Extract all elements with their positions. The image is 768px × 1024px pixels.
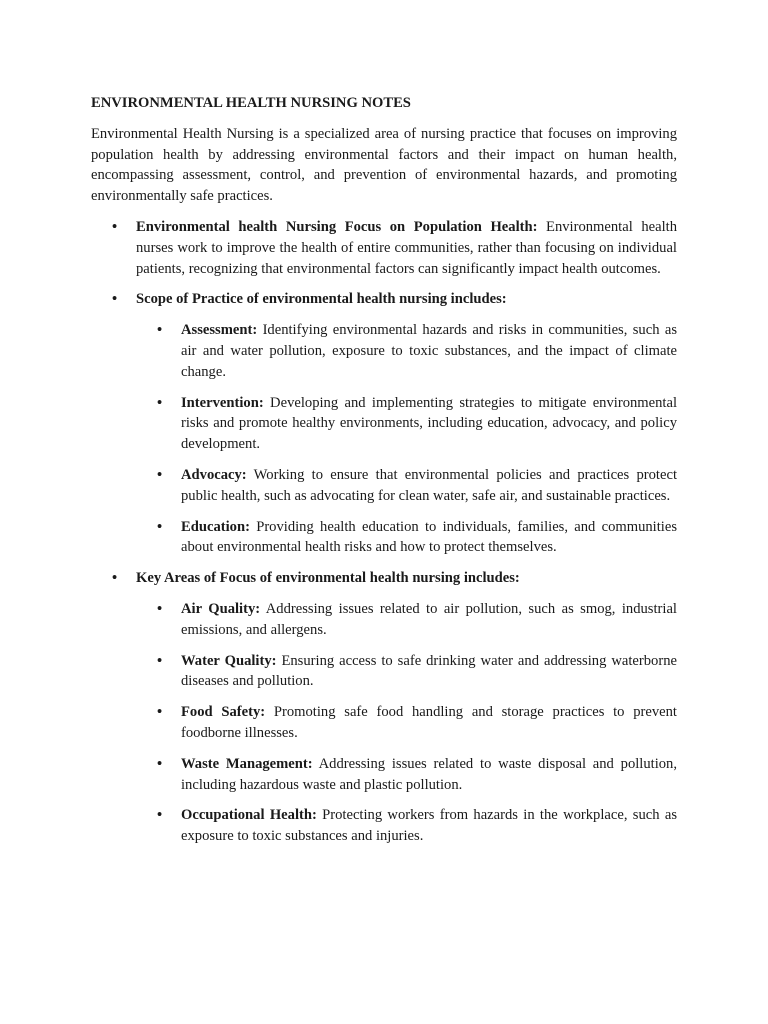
item-term: Occupational Health: — [181, 807, 317, 824]
item-term: Intervention: — [181, 394, 264, 411]
bullet-icon: • — [112, 291, 118, 308]
item-text: Developing and implementing strategies to mitigate environmental risks and promote healthy environments, including education, advocacy, and policy development. — [181, 394, 677, 453]
sub-item-occupational-health — [136, 805, 677, 847]
item-text: Providing health education to individuals, families, and communities about environmental health risks and how to protect themselves. — [181, 518, 677, 556]
scope-sub-list — [136, 320, 677, 558]
item-term: Advocacy: — [181, 466, 247, 483]
bullet-icon: • — [157, 704, 163, 721]
item-text: Addressing issues related to waste disposal and pollution, including hazardous waste and plastic pollution. — [181, 755, 677, 793]
list-item-population-health — [91, 217, 677, 279]
sub-item-education — [136, 517, 677, 559]
list-item-scope-of-practice — [91, 289, 677, 558]
section-heading: Key Areas of Focus of environmental health nursing includes: — [136, 570, 520, 587]
sub-item-assessment — [136, 320, 677, 382]
item-text: Identifying environmental hazards and risks in communities, such as air and water pollution, exposure to toxic substances, and the impact of climate change. — [181, 322, 677, 380]
bullet-icon: • — [112, 218, 118, 235]
document-body — [91, 93, 677, 857]
main-bullet-list — [91, 217, 677, 847]
bullet-icon: • — [157, 322, 163, 339]
sub-item-air-quality — [136, 599, 677, 641]
section-heading: Scope of Practice of environmental health nursing includes: — [136, 291, 507, 308]
sub-item-waste-management — [136, 754, 677, 796]
sub-item-intervention — [136, 393, 677, 455]
item-text: Promoting safe food handling and storage practices to prevent foodborne illnesses. — [181, 704, 677, 741]
bullet-icon: • — [112, 570, 118, 587]
item-text: Ensuring access to safe drinking water and addressing waterborne diseases and pollution. — [181, 652, 677, 690]
item-term: Education: — [181, 518, 250, 535]
section-text: Environmental health nurses work to improve the health of entire communities, rather than focusing on individual patients, recognizing that environmental factors can significantly impact health outcomes. — [136, 218, 677, 277]
item-term: Air Quality: — [181, 600, 261, 617]
bullet-icon: • — [157, 466, 163, 483]
bullet-icon: • — [157, 807, 163, 824]
bullet-icon: • — [157, 394, 163, 411]
sub-item-food-safety — [136, 702, 677, 744]
item-term: Assessment: — [181, 322, 258, 339]
list-item-key-areas — [91, 568, 677, 847]
bullet-icon: • — [157, 518, 163, 535]
item-text: Addressing issues related to air pollution, such as smog, industrial emissions, and allergens. — [181, 600, 677, 638]
key-areas-sub-list — [136, 599, 677, 847]
item-term: Water Quality: — [181, 652, 277, 669]
bullet-icon: • — [157, 755, 163, 772]
intro-paragraph: Environmental Health Nursing is a specialized area of nursing practice that focuses on improving population health by addressing environmental factors and their impact on human health, encompassing assessment, control, and prevention of environmental hazards, and promoting environmentally safe practices. — [91, 125, 677, 205]
item-text: Working to ensure that environmental policies and practices protect public health, such as advocating for clean water, safe air, and sustainable practices. — [181, 466, 677, 504]
item-text: Protecting workers from hazards in the workplace, such as exposure to toxic substances and injuries. — [181, 807, 677, 845]
sub-item-water-quality — [136, 651, 677, 693]
bullet-icon: • — [157, 652, 163, 669]
section-heading: Environmental health Nursing Focus on Population Health: — [136, 218, 538, 235]
item-term: Waste Management: — [181, 755, 313, 772]
document-title: ENVIRONMENTAL HEALTH NURSING NOTES — [91, 95, 411, 111]
item-term: Food Safety: — [181, 704, 266, 721]
bullet-icon: • — [157, 600, 163, 617]
sub-item-advocacy — [136, 465, 677, 507]
